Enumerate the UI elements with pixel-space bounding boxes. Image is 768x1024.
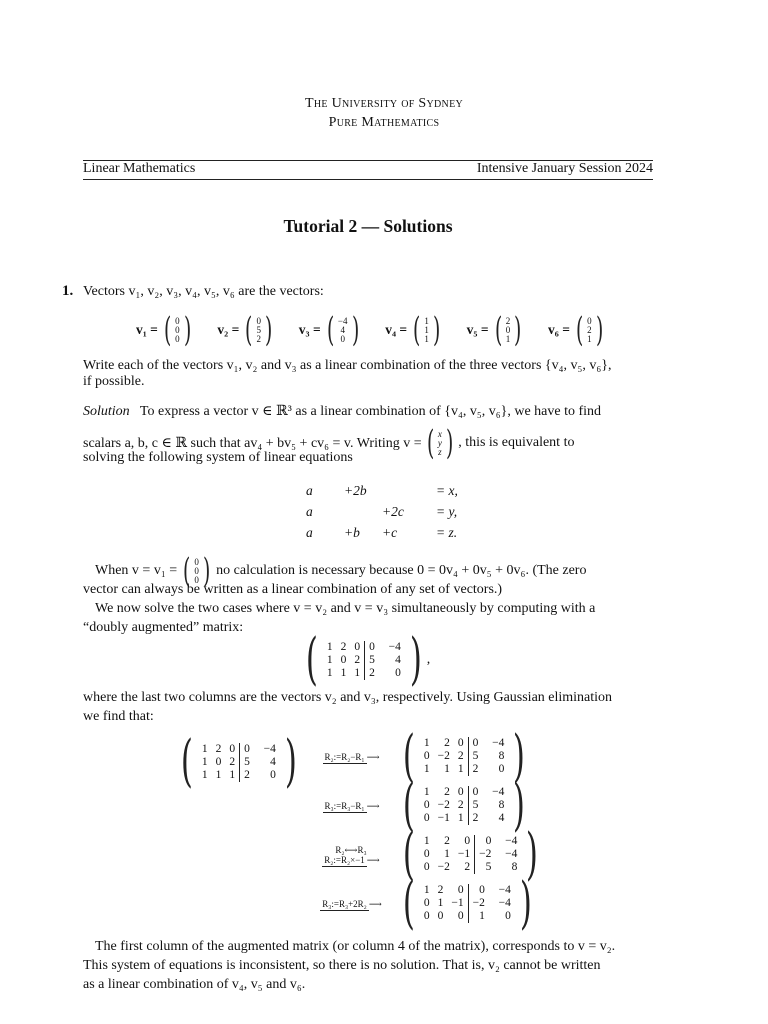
matrix-cell: 2 [444, 737, 450, 749]
vector-entry: 0 [175, 324, 180, 335]
matrix-cell: 0 [423, 848, 430, 860]
matrix-cell: 1 [201, 742, 208, 755]
vector-entries [423, 317, 430, 344]
where-text: we find that: [83, 709, 154, 724]
vector-entry: 2 [505, 315, 511, 326]
step-matrix-1 [398, 723, 530, 789]
vector-1 [136, 310, 194, 350]
solution-intro [83, 403, 663, 420]
matrix-cell: 0 [468, 786, 482, 799]
matrix-cell: −4 [492, 786, 505, 798]
vector-entry: 1 [424, 333, 429, 344]
paren: ) [519, 870, 532, 936]
operation-arrow: R₃:=R₃+2R₂ ⟶ [322, 898, 382, 909]
vector-entries [174, 317, 181, 344]
system-row [300, 522, 482, 543]
vector-entry: −4 [337, 315, 348, 326]
step-matrix-2 [398, 772, 530, 838]
elimination-step [312, 870, 543, 936]
matrix-row [420, 861, 522, 874]
xyz-entry: y [437, 437, 442, 448]
matrix-cell: 2 [444, 835, 450, 847]
matrix-cell: 1 [457, 812, 464, 824]
solution-text: To express a vector v ∈ ℝ³ as a linear combination of {v₄, v₅, v₆}, we have to find [139, 404, 602, 419]
paren: ( [402, 821, 415, 887]
matrix-cell: 1 [215, 768, 222, 781]
system-cell: = y, [436, 504, 458, 519]
matrix-cell: 2 [468, 763, 482, 776]
vector-5 [466, 310, 525, 350]
matrix-cell: 1 [423, 763, 430, 775]
matrix-table [420, 835, 522, 874]
question-task [83, 358, 663, 390]
paren: ) [284, 729, 297, 794]
question-number: 1. [62, 283, 74, 299]
vector-label: v₄ = [385, 322, 408, 337]
system-cell: +2c [382, 504, 404, 519]
system-cell: +2b [344, 483, 367, 498]
paren: ( [402, 723, 415, 789]
vector-entry: 2 [256, 333, 262, 344]
vector-entries [586, 317, 593, 344]
matrix-row [420, 812, 509, 825]
elimination-steps [312, 723, 543, 936]
matrix-cell: 0 [468, 884, 489, 897]
course-name: Linear Mathematics [83, 161, 196, 176]
when-text: When v = v₁ = [95, 563, 178, 578]
paren: ) [513, 772, 526, 838]
matrix-cell: 2 [457, 799, 464, 811]
vector-label: v₃ = [298, 322, 321, 337]
university-name: The University of Sydney [304, 96, 464, 111]
system-cell: = x, [436, 483, 458, 498]
vector-entry: 1 [424, 315, 429, 326]
matrix-cell: 0 [423, 750, 430, 762]
matrix-cell: −1 [451, 897, 464, 909]
solution-label: Solution [83, 404, 130, 419]
vector-entry: 4 [340, 324, 345, 335]
vector-4 [385, 310, 443, 350]
matrix-cell: 0 [423, 812, 430, 824]
matrix-cell: 8 [498, 799, 505, 811]
matrix-cell: 2 [464, 861, 471, 873]
initial-matrix [176, 729, 302, 794]
system-cell [338, 501, 376, 522]
paren: ) [595, 310, 603, 350]
matrix-cell: 0 [423, 799, 430, 811]
matrix-row [420, 897, 515, 910]
matrix-row [420, 910, 515, 923]
conclusion-text: as a linear combination of v₄, v₅ and v₆. [83, 977, 306, 992]
matrix-table [198, 743, 280, 782]
matrix-cell: 1 [326, 640, 333, 653]
vector-entry: 1 [505, 333, 511, 344]
matrix-cell: 4 [498, 812, 505, 824]
conclusion-text: The first column of the augmented matrix (or column 4 of the matrix), corresponds to v = v₂. [95, 939, 616, 954]
vector-entry: 0 [505, 324, 511, 335]
system-cell: a [306, 525, 313, 540]
matrix-row [198, 769, 280, 782]
matrix-cell: −2 [468, 897, 489, 910]
vector-entries [337, 317, 349, 344]
matrix-cell: 2 [468, 812, 482, 825]
matrix-cell: 8 [498, 750, 505, 762]
matrix-cell: 0 [395, 666, 401, 679]
vector-label: v₁ = [136, 322, 158, 337]
system-row [300, 480, 482, 501]
vector-entries [256, 317, 263, 344]
operation-label: R₃:=R₃+2R₂ [322, 898, 367, 909]
matrix-cell: 2 [437, 884, 444, 896]
paren: ) [409, 627, 422, 692]
xyz-entry: x [437, 428, 442, 439]
matrix-cell: 1 [354, 666, 361, 679]
system-cell: +c [382, 525, 398, 540]
vector-entry: 0 [175, 315, 180, 326]
matrix-cell: −2 [475, 848, 496, 861]
matrix-row [198, 756, 280, 769]
paren: ) [513, 723, 526, 789]
matrix-cell: 0 [215, 755, 222, 768]
vector-entry: 0 [587, 315, 592, 326]
vector-3 [298, 310, 362, 350]
matrix-cell: 0 [498, 763, 505, 775]
matrix-cell: 1 [423, 835, 430, 847]
when-text: vector can always be written as a linear combination of any set of vectors.) [83, 582, 503, 597]
matrix-cell: −2 [437, 799, 450, 811]
system-cell: +b [344, 525, 360, 540]
operation-label: R₂⟷R₃ [335, 844, 367, 855]
paren: ( [180, 729, 193, 794]
operation-label: R₂:=R₂−R₁ [324, 751, 365, 762]
matrix-cell: 5 [468, 750, 482, 763]
vector-definitions [136, 312, 606, 348]
vector-entry: 5 [256, 324, 262, 335]
where-text: where the last two columns are the vectors v₂ and v₃, respectively. Using Gaussian elimination [83, 690, 613, 705]
paren: ) [526, 821, 539, 887]
vector-entries [505, 317, 512, 344]
system-row [300, 501, 482, 522]
matrix-cell: 0 [229, 742, 236, 755]
vector-entry: 0 [256, 315, 262, 326]
xyz-entry: z [438, 446, 442, 457]
matrix-cell: 0 [457, 910, 464, 922]
matrix-cell: 2 [365, 667, 379, 680]
task-line: if possible. [83, 374, 145, 389]
operation-label: R₃:=R₃−R₁ [324, 800, 365, 811]
matrix-row [420, 750, 509, 763]
augmented-matrix [301, 627, 431, 692]
matrix-row [420, 737, 509, 750]
matrix-cell: 0 [365, 641, 379, 654]
matrix-cell: 2 [444, 786, 450, 798]
matrix-cell: 5 [475, 861, 496, 874]
paren: ( [245, 310, 253, 350]
paren: ( [326, 310, 334, 350]
matrix-cell: 0 [437, 910, 444, 922]
header-rule-bottom [83, 179, 653, 180]
matrix-cell: 0 [423, 910, 430, 922]
row-operation [312, 899, 390, 909]
matrix-row [420, 835, 522, 848]
question-intro: Vectors v₁, v₂, v₃, v₄, v₅, v₆ are the vectors: [83, 284, 324, 299]
matrix-cell: −4 [505, 848, 518, 860]
matrix-cell: 0 [423, 861, 430, 873]
xyz-entries [437, 430, 443, 457]
system-cell [376, 480, 414, 501]
matrix-cell: −4 [388, 640, 401, 653]
matrix-cell: 2 [354, 653, 361, 666]
vector-label: v₂ = [217, 322, 240, 337]
vector-entry: 0 [175, 333, 180, 344]
matrix-cell: 0 [270, 768, 276, 781]
vector-entry: 2 [587, 324, 592, 335]
solution-text: , this is equivalent to [458, 435, 575, 450]
matrix-cell: 1 [423, 884, 430, 896]
paren: ( [163, 310, 172, 350]
comma: , [426, 652, 431, 667]
row-operation [312, 801, 390, 811]
matrix-cell: 0 [457, 737, 464, 749]
matrix-row [420, 848, 522, 861]
matrix-row [420, 799, 509, 812]
vector-2 [217, 310, 275, 350]
matrix-cell: 1 [423, 786, 430, 798]
matrix-cell: 5 [240, 756, 254, 769]
solution-text: solving the following system of linear equations [83, 450, 353, 465]
matrix-cell: 1 [340, 666, 347, 679]
matrix-row [323, 654, 405, 667]
v1-vector: ( 0 0 0 ) [183, 551, 211, 591]
vector-entry: 1 [587, 333, 592, 344]
vector-entry: 1 [424, 324, 429, 335]
xyz-vector: ( x y z ) [426, 423, 454, 463]
matrix-cell: 2 [340, 640, 347, 653]
matrix-cell: −4 [498, 897, 511, 909]
matrix-cell: 0 [240, 743, 254, 756]
matrix-cell: 0 [464, 835, 471, 847]
matrix-cell: −1 [437, 812, 450, 824]
matrix-cell: 1 [444, 848, 450, 860]
paren: ( [494, 310, 502, 350]
elimination-step [312, 772, 543, 838]
matrix-cell: 5 [468, 799, 482, 812]
linear-system [300, 480, 482, 543]
matrix-cell: −4 [498, 884, 511, 896]
matrix-table [420, 737, 509, 776]
operation-label: R₂:=R₂×−1 [324, 854, 365, 865]
paren: ) [432, 310, 441, 350]
matrix-cell: 1 [201, 768, 208, 781]
operation-arrow: R₂:=R₂−R₁ ⟶ [324, 751, 380, 762]
matrix-cell: −4 [505, 835, 518, 847]
operation-arrow: R₂:=R₂×−1 ⟶ [324, 854, 380, 865]
matrix-row [420, 884, 515, 897]
matrix-cell: 1 [326, 653, 333, 666]
matrix-cell: 1 [457, 763, 464, 775]
matrix-table [420, 884, 515, 923]
matrix-cell: 4 [270, 755, 276, 768]
matrix-cell: 0 [340, 653, 347, 666]
matrix-cell: 0 [457, 884, 464, 896]
doubly-augmented-matrix [301, 627, 431, 692]
matrix-cell: 1 [444, 763, 450, 775]
matrix-cell: 2 [457, 750, 464, 762]
start-matrix [176, 729, 302, 794]
system-cell: a [306, 504, 313, 519]
system-cell: = z. [436, 525, 458, 540]
task-line: Write each of the vectors v₁, v₂ and v₃ as a linear combination of the three vectors {v₄, v₅, v₆}, [83, 358, 612, 373]
matrix-cell: 2 [240, 769, 254, 782]
session-name: Intensive January Session 2024 [476, 161, 653, 176]
matrix-cell: 5 [365, 654, 379, 667]
paren: ( [575, 310, 584, 350]
matrix-cell: 0 [354, 640, 361, 653]
row-operation [312, 845, 390, 865]
matrix-cell: −2 [437, 861, 450, 873]
matrix-cell: 2 [215, 742, 222, 755]
matrix-cell: 8 [511, 861, 518, 873]
when-text: no calculation is necessary because 0 = 0v₄ + 0v₅ + 0v₆. (The zero [216, 563, 587, 578]
matrix-row [420, 786, 509, 799]
matrix-table [420, 786, 509, 825]
paren: ) [265, 310, 273, 350]
paren: ( [402, 870, 415, 936]
matrix-row [198, 743, 280, 756]
paren: ( [413, 310, 421, 350]
paren: ) [183, 310, 191, 350]
vector-entry: 0 [340, 333, 345, 344]
matrix-cell: 1 [423, 737, 430, 749]
matrix-cell: −4 [492, 737, 505, 749]
matrix-row [323, 641, 405, 654]
vector-6 [548, 310, 606, 350]
elimination-step [312, 723, 543, 789]
matrix-cell: 1 [229, 768, 236, 781]
matrix-cell: −1 [457, 848, 471, 860]
step-matrix-4 [398, 870, 537, 936]
matrix-cell: −2 [437, 750, 450, 762]
paren: ) [514, 310, 522, 350]
vector-label: v₆ = [548, 322, 570, 337]
matrix-cell: 1 [201, 755, 208, 768]
conclusion-text: This system of equations is inconsistent, so there is no solution. That is, v₂ cannot be written [83, 958, 601, 973]
matrix-cell: 1 [468, 910, 489, 923]
matrix-cell: 4 [395, 653, 401, 666]
matrix-cell: 1 [437, 897, 444, 909]
matrix-cell: 2 [229, 755, 236, 768]
matrix-table [323, 641, 405, 680]
matrix-cell: 0 [423, 897, 430, 909]
matrix-cell: 1 [326, 666, 333, 679]
system-cell: a [306, 483, 313, 498]
matrix-row [323, 667, 405, 680]
paren: ) [351, 310, 359, 350]
solve-text: “doubly augmented” matrix: [83, 620, 244, 635]
matrix-cell: −4 [263, 742, 276, 755]
solve-text: We now solve the two cases where v = v₂ and v = v₃ simultaneously by computing with a [95, 601, 596, 616]
vector-label: v₅ = [466, 322, 489, 337]
matrix-cell: 0 [457, 786, 464, 798]
row-operation [312, 752, 390, 762]
matrix-cell: 0 [475, 835, 496, 848]
solution-text: scalars a, b, c ∈ ℝ such that av₄ + bv₅ + cv₆ = v. Writing v = [83, 435, 422, 451]
elimination-step [312, 821, 543, 887]
matrix-cell: 0 [468, 737, 482, 750]
paren: ( [305, 627, 318, 692]
department-name: Pure Mathematics [328, 115, 440, 130]
matrix-cell: 0 [505, 910, 511, 922]
paren: ( [402, 772, 415, 838]
operation-arrow: R₃:=R₃−R₁ ⟶ [324, 800, 380, 811]
matrix-row [420, 763, 509, 776]
page-title: Tutorial 2 — Solutions [283, 216, 453, 236]
